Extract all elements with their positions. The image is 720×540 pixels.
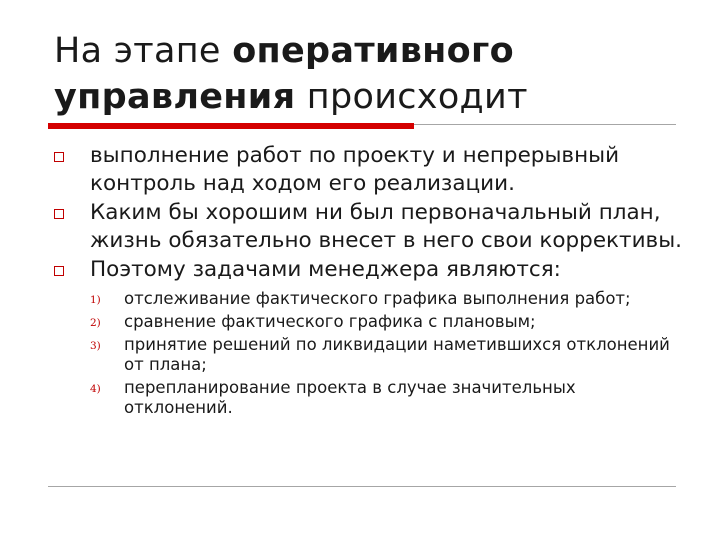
slide-title [54, 28, 694, 120]
bullet-list [54, 142, 684, 421]
bullet-text: Каким бы хорошим ни был первоначальный план, жизнь обязательно внесет в него свои коррективы. [90, 200, 683, 253]
sublist-number: 1) [90, 294, 101, 306]
hollow-square-bullet-icon [54, 209, 64, 219]
sublist-number: 4) [90, 383, 101, 395]
bullet-text: Поэтому задачами менеджера являются: [90, 257, 561, 282]
numbered-sublist [90, 289, 684, 418]
title-part-3: происходит [295, 77, 528, 117]
hollow-square-bullet-icon [54, 266, 64, 276]
sublist-text: сравнение фактического графика с плановым; [124, 312, 536, 331]
sublist-item [90, 378, 684, 418]
hollow-square-bullet-icon [54, 152, 64, 162]
bottom-rule [48, 486, 676, 487]
sublist-text: отслеживание фактического графика выполнения работ; [124, 289, 631, 308]
sublist-number: 2) [90, 317, 101, 329]
sublist-item [90, 335, 684, 375]
sublist-text: перепланирование проекта в случае значительных отклонений. [124, 378, 576, 417]
sublist-text: принятие решений по ликвидации наметившихся отклонений от плана; [124, 335, 670, 374]
bullet-item [54, 199, 684, 255]
sublist-item [90, 312, 684, 332]
title-part-bold: оперативного управления [54, 31, 514, 117]
bullet-text: выполнение работ по проекту и непрерывный контроль над ходом его реализации. [90, 143, 620, 196]
title-part-1: На этапе [54, 31, 233, 71]
sublist-number: 3) [90, 340, 101, 352]
bullet-item [54, 142, 684, 198]
title-underline-red [48, 123, 414, 129]
bullet-item [54, 256, 684, 418]
sublist-item [90, 289, 684, 309]
